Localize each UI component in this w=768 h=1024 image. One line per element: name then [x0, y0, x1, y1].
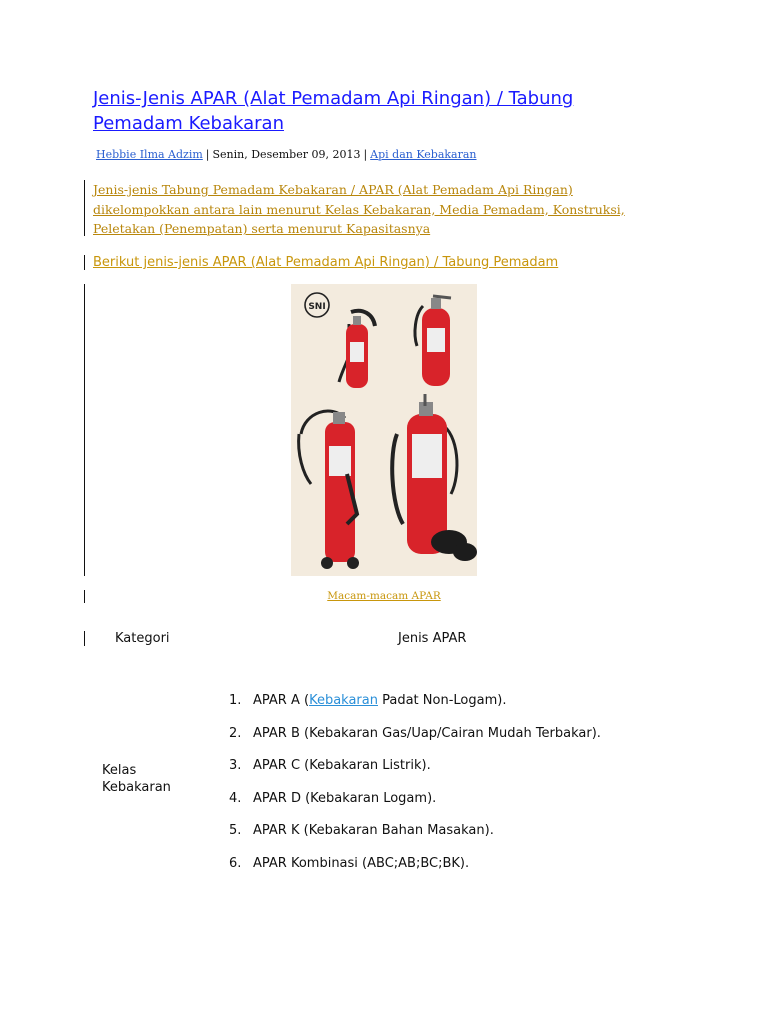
list-number: 6.	[229, 855, 242, 871]
list-item-text: APAR K (Kebakaran Bahan Masakan).	[253, 823, 494, 839]
list-item	[229, 725, 601, 758]
image-caption[interactable]: Macam-macam APAR	[327, 590, 441, 602]
category-link[interactable]: Api dan Kebakaran	[370, 148, 477, 161]
intro-paragraph[interactable]: Jenis-jenis Tabung Pemadam Kebakaran / APAR (Alat Pemadam Api Ringan) dikelompokkan antara lain menurut Kelas Kebakaran, Media Pemadam, Konstruksi, Peletakan (Penempatan) serta menurut Kapasitasnya	[93, 182, 625, 236]
subheading-link[interactable]: Berikut jenis-jenis APAR (Alat Pemadam Api Ringan) / Tabung Pemadam	[93, 255, 559, 270]
list-item	[229, 855, 601, 888]
table-header-kategori: Kategori	[115, 631, 170, 646]
extinguishers-photo	[291, 284, 477, 576]
list-item-text: Padat Non-Logam).	[377, 693, 507, 708]
list-item-text: APAR A (	[253, 693, 310, 708]
list-item-text: APAR D (Kebakaran Logam).	[253, 790, 437, 806]
apar-class-list	[229, 692, 601, 888]
list-item	[229, 822, 601, 855]
list-item-text: APAR B (Kebakaran Gas/Uap/Cairan Mudah Terbakar).	[253, 725, 601, 741]
list-item	[229, 790, 601, 823]
author-link[interactable]: Hebbie Ilma Adzim	[96, 148, 203, 161]
list-number: 4.	[229, 790, 242, 806]
list-number: 5.	[229, 823, 242, 839]
extinguishers-illustration	[291, 284, 477, 576]
sni-mark-text: SNI	[308, 302, 326, 312]
blockquote-bar	[84, 255, 85, 270]
table-header-jenis: Jenis APAR	[398, 631, 467, 646]
image-cell-border	[84, 284, 85, 576]
article-title[interactable]: Jenis-Jenis APAR (Alat Pemadam Api Ringan) / Tabung Pemadam Kebakaran	[93, 88, 574, 134]
post-meta	[96, 148, 477, 161]
list-item-text: APAR C (Kebakaran Listrik).	[253, 758, 431, 774]
row-category-label: Kelas Kebakaran	[102, 763, 171, 795]
table-left-border	[84, 631, 85, 646]
meta-separator: |	[205, 148, 210, 161]
list-number: 2.	[229, 725, 242, 741]
list-item	[229, 692, 601, 725]
kebakaran-link[interactable]: Kebakaran	[309, 693, 378, 708]
list-item	[229, 757, 601, 790]
list-number: 1.	[229, 693, 242, 708]
list-number: 3.	[229, 758, 242, 774]
meta-separator: |	[363, 148, 368, 161]
post-date: Senin, Desember 09, 2013	[212, 148, 361, 161]
list-item-text: APAR Kombinasi (ABC;AB;BC;BK).	[253, 855, 470, 871]
blockquote-bar	[84, 180, 85, 236]
